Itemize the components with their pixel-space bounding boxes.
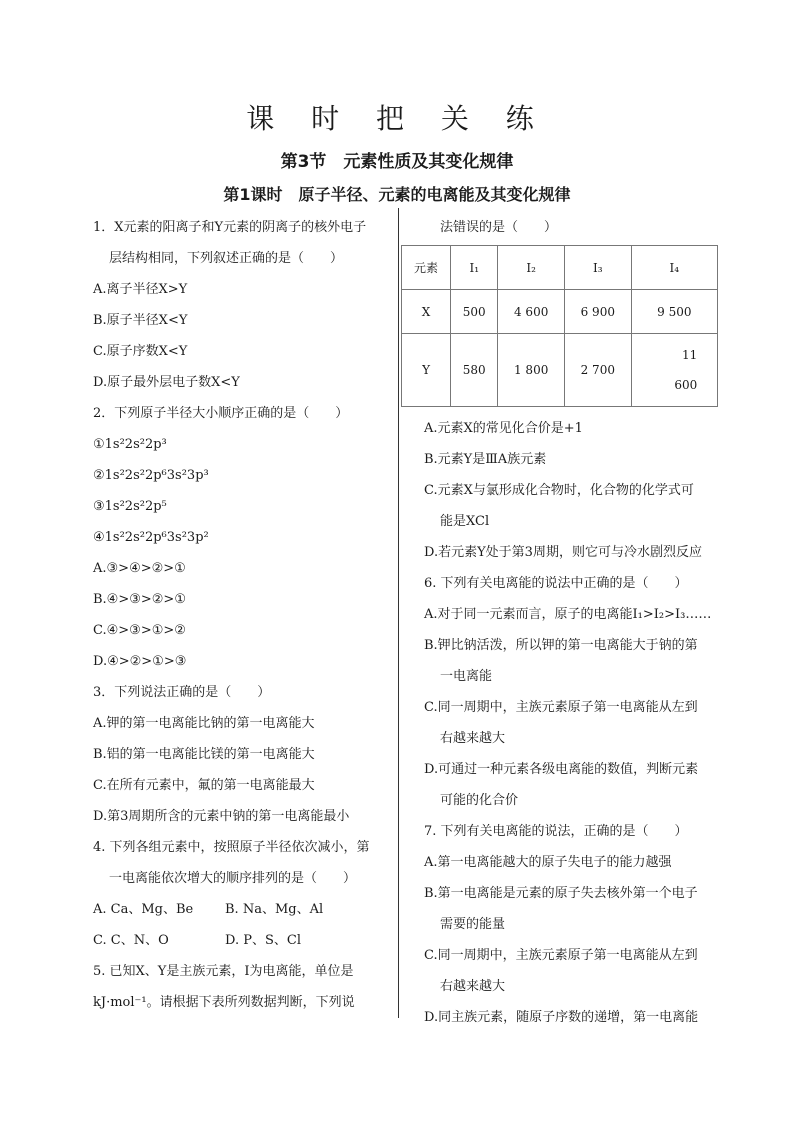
right-column <box>414 212 720 1033</box>
q1-option-b: B.原子半径X<Y <box>93 313 188 328</box>
q6-option-d: D.可通过一种元素各级电离能的数值，判断元素 <box>424 762 699 777</box>
q5-stem-line1: 5. 已知X、Y是主族元素，I为电离能，单位是 <box>93 964 354 979</box>
page-title: 课 时 把 关 练 <box>246 102 548 135</box>
q1-option-a: A.离子半径X>Y <box>93 282 188 297</box>
table-cell-wrapped <box>631 334 717 407</box>
q1-stem-line2: 层结构相同，下列叙述正确的是（ ） <box>109 251 344 266</box>
table-cell: Y <box>402 334 451 407</box>
q4-option-c: C. C、N、O <box>93 933 169 948</box>
q6-option-b-cont: 一电离能 <box>440 669 493 684</box>
table-header-cell: I₁ <box>451 246 498 290</box>
q2-option-a: A.③>④>②>① <box>93 561 186 576</box>
q2-option-d: D.④>②>①>③ <box>93 654 187 669</box>
table-header-cell: I₄ <box>631 246 717 290</box>
table-cell: 4 600 <box>498 290 565 334</box>
q5-option-a: A.元素X的常见化合价是+1 <box>424 421 583 436</box>
table-header-cell: I₃ <box>564 246 631 290</box>
table-header-row <box>402 246 718 290</box>
section-heading: 第3节 元素性质及其变化规律 <box>280 152 514 172</box>
q5-option-c-cont: 能是XCl <box>440 514 490 529</box>
q2-config-4: ④1s²2s²2p⁶3s²3p² <box>93 530 209 545</box>
q1-option-d: D.原子最外层电子数X<Y <box>93 375 240 390</box>
q6-option-c-cont: 右越来越大 <box>440 731 506 746</box>
q3-option-b: B.铝的第一电离能比镁的第一电离能大 <box>93 747 315 762</box>
q5-stem-line2: kJ·mol⁻¹。请根据下表所列数据判断，下列说 <box>93 995 355 1010</box>
q2-config-1: ①1s²2s²2p³ <box>93 437 167 452</box>
q2-option-c: C.④>③>①>② <box>93 623 186 638</box>
q7-option-d: D.同主族元素，随原子序数的递增，第一电离能 <box>424 1010 699 1025</box>
table-cell: 2 700 <box>564 334 631 407</box>
table-cell: 500 <box>451 290 498 334</box>
table-cell: 580 <box>451 334 498 407</box>
ionization-energy-table <box>401 245 718 407</box>
q2-stem: 2．下列原子半径大小顺序正确的是（ ） <box>93 406 349 421</box>
table-cell: 1 800 <box>498 334 565 407</box>
q3-option-d: D.第3周期所含的元素中钠的第一电离能最小 <box>93 809 350 824</box>
q7-option-b: B.第一电离能是元素的原子失去核外第一个电子 <box>424 886 698 901</box>
q5-stem-line3: 法错误的是（ ） <box>440 220 558 235</box>
table-cell: 9 500 <box>631 290 717 334</box>
q2-config-2: ②1s²2s²2p⁶3s²3p³ <box>93 468 209 483</box>
q5-option-b: B.元素Y是ⅢA族元素 <box>424 452 547 467</box>
q4-option-b: B. Na、Mg、Al <box>225 902 324 917</box>
q6-option-b: B.钾比钠活泼，所以钾的第一电离能大于钠的第 <box>424 638 698 653</box>
q7-stem: 7. 下列有关电离能的说法，正确的是（ ） <box>424 824 688 839</box>
q6-stem: 6. 下列有关电离能的说法中正确的是（ ） <box>424 576 688 591</box>
table-cell-wrap <box>651 346 697 394</box>
q3-option-a: A.钾的第一电离能比钠的第一电离能大 <box>93 716 315 731</box>
column-divider <box>398 208 399 1018</box>
q4-option-d: D. P、S、Cl <box>225 933 301 948</box>
table-cell: 6 900 <box>564 290 631 334</box>
q2-config-3: ③1s²2s²2p⁵ <box>93 499 167 514</box>
table-header-cell: I₂ <box>498 246 565 290</box>
table-cell-line2: 600 <box>674 378 698 392</box>
q7-option-c-cont: 右越来越大 <box>440 979 506 994</box>
table-row-x <box>402 290 718 334</box>
q2-option-b: B.④>③>②>① <box>93 592 186 607</box>
table-cell-line1: 11 <box>682 348 698 362</box>
q6-option-c: C.同一周期中，主族元素原子第一电离能从左到 <box>424 700 698 715</box>
q7-option-b-cont: 需要的能量 <box>440 917 506 932</box>
q6-option-d-cont: 可能的化合价 <box>440 793 519 808</box>
table-header-cell: 元素 <box>402 246 451 290</box>
q3-option-c: C.在所有元素中，氟的第一电离能最大 <box>93 778 315 793</box>
q4-option-a: A. Ca、Mg、Be <box>93 902 194 917</box>
q1-stem-line1: 1．X元素的阳离子和Y元素的阴离子的核外电子 <box>93 220 367 235</box>
q4-stem-line1: 4. 下列各组元素中，按照原子半径依次减小，第 <box>93 840 370 855</box>
table-row-y <box>402 334 718 407</box>
q7-option-c: C.同一周期中，主族元素原子第一电离能从左到 <box>424 948 698 963</box>
q3-stem: 3．下列说法正确的是（ ） <box>93 685 271 700</box>
q4-options-ab <box>93 894 390 925</box>
table-cell: X <box>402 290 451 334</box>
q5-option-c: C.元素X与氯形成化合物时，化合物的化学式可 <box>424 483 694 498</box>
q5-option-d: D.若元素Y处于第3周期，则它可与冷水剧烈反应 <box>424 545 702 560</box>
q1-option-c: C.原子序数X<Y <box>93 344 188 359</box>
q7-option-a: A.第一电离能越大的原子失电子的能力越强 <box>424 855 672 870</box>
left-column <box>93 212 390 1018</box>
q6-option-a: A.对于同一元素而言，原子的电离能I₁>I₂>I₃…… <box>424 607 712 622</box>
q4-options-cd <box>93 925 390 956</box>
q4-stem-line2: 一电离能依次增大的顺序排列的是（ ） <box>109 871 357 886</box>
lesson-heading: 第1课时 原子半径、元素的电离能及其变化规律 <box>223 185 571 204</box>
